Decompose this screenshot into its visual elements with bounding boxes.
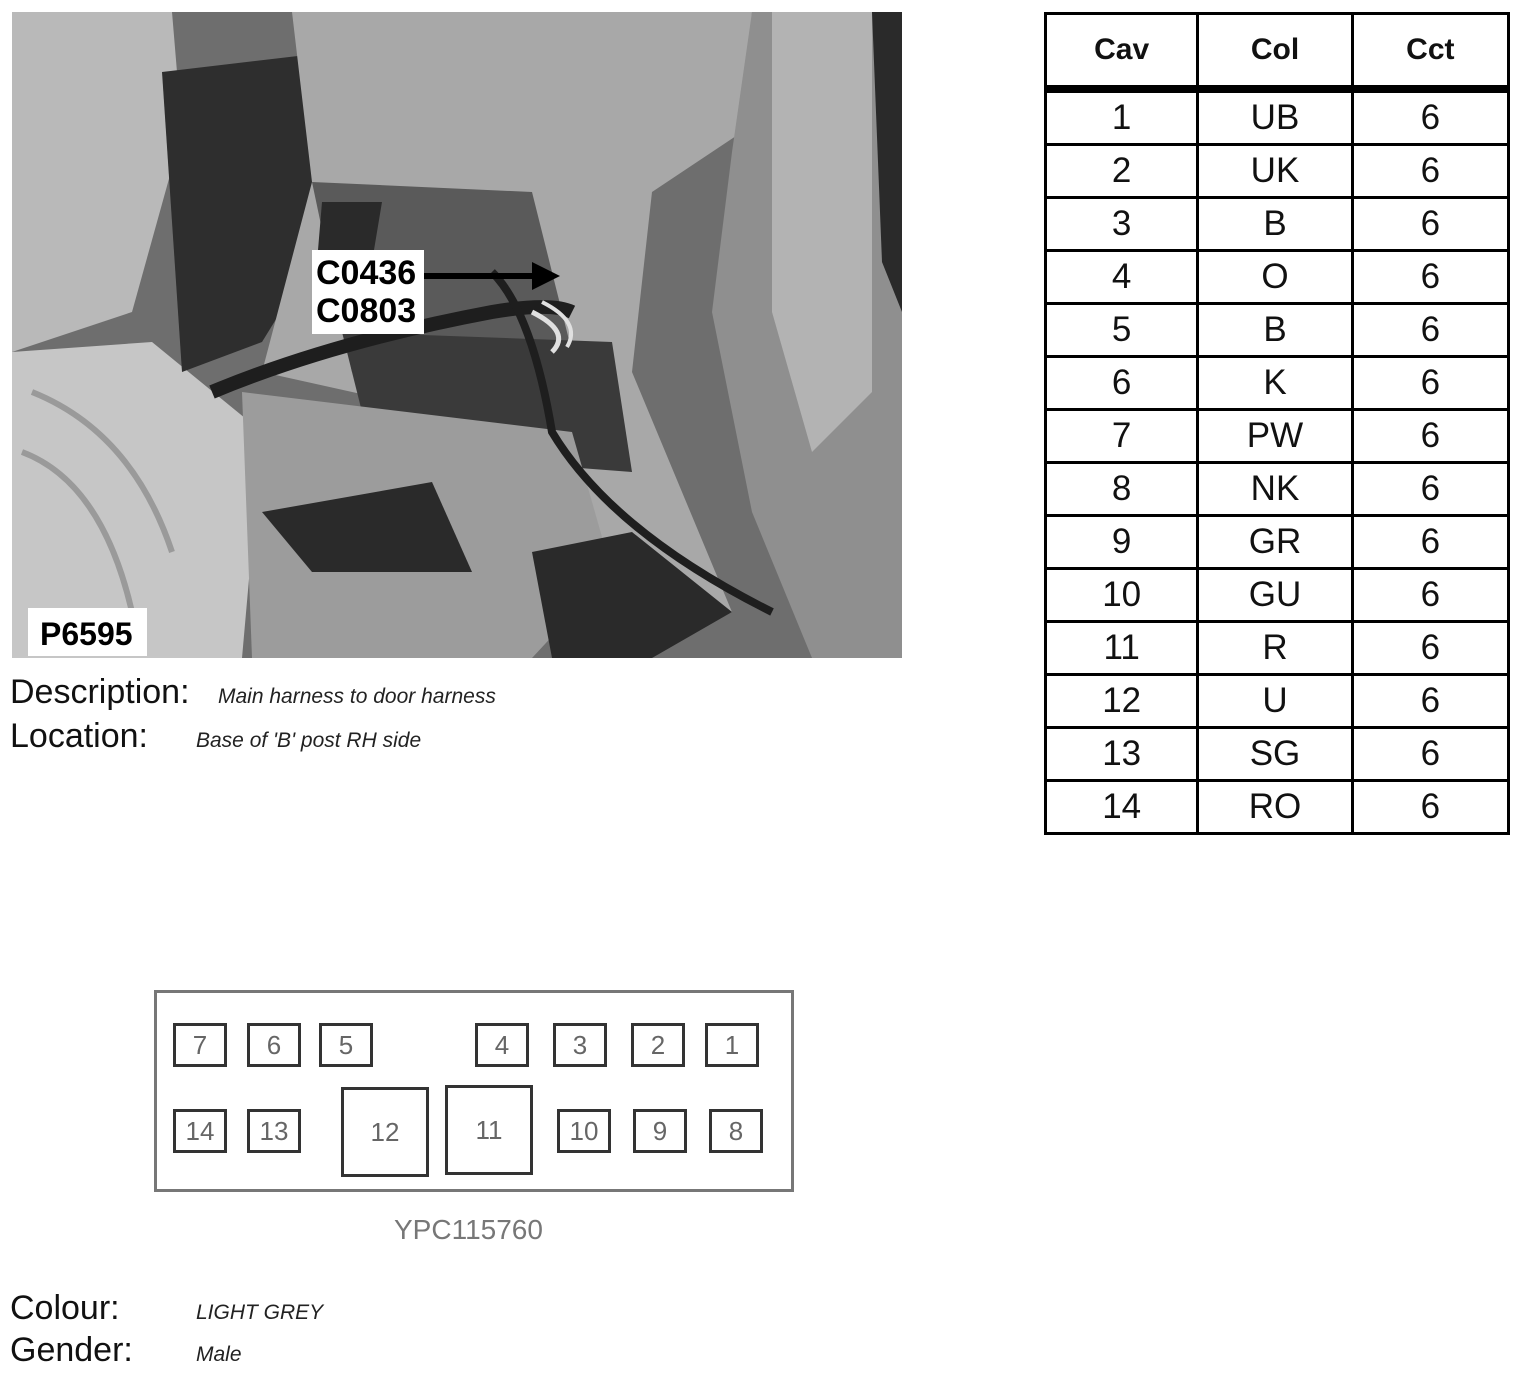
header-cct: Cct xyxy=(1352,14,1508,90)
cavity-7: 7 xyxy=(173,1023,227,1067)
table-row xyxy=(1046,304,1509,357)
table-row xyxy=(1046,198,1509,251)
callout-code-2: C0803 xyxy=(316,292,417,330)
cavity-10: 10 xyxy=(557,1109,611,1153)
cell-cav: 5 xyxy=(1046,304,1198,357)
table-row xyxy=(1046,516,1509,569)
cell-col: U xyxy=(1198,675,1352,728)
gender-value: Male xyxy=(196,1343,242,1366)
photo-illustration xyxy=(12,12,902,658)
cell-cav: 3 xyxy=(1046,198,1198,251)
cavity-14: 14 xyxy=(173,1109,227,1153)
table-row xyxy=(1046,622,1509,675)
cavity-11: 11 xyxy=(445,1085,533,1175)
table-row xyxy=(1046,675,1509,728)
cell-cct: 6 xyxy=(1352,516,1508,569)
cell-col: UB xyxy=(1198,89,1352,145)
cell-cct: 6 xyxy=(1352,198,1508,251)
cell-cav: 13 xyxy=(1046,728,1198,781)
cell-cav: 11 xyxy=(1046,622,1198,675)
table-row xyxy=(1046,569,1509,622)
cell-col: O xyxy=(1198,251,1352,304)
table-row xyxy=(1046,89,1509,145)
cavity-6: 6 xyxy=(247,1023,301,1067)
cell-col: B xyxy=(1198,304,1352,357)
cell-col: K xyxy=(1198,357,1352,410)
cavity-12: 12 xyxy=(341,1087,429,1177)
cell-col: SG xyxy=(1198,728,1352,781)
pinout-table xyxy=(1044,12,1510,835)
cell-cct: 6 xyxy=(1352,463,1508,516)
cell-cav: 12 xyxy=(1046,675,1198,728)
cell-col: NK xyxy=(1198,463,1352,516)
cell-cav: 7 xyxy=(1046,410,1198,463)
cavity-13: 13 xyxy=(247,1109,301,1153)
photo-id: P6595 xyxy=(28,608,147,656)
cell-col: PW xyxy=(1198,410,1352,463)
cell-cav: 2 xyxy=(1046,145,1198,198)
cell-cct: 6 xyxy=(1352,622,1508,675)
cell-cav: 1 xyxy=(1046,89,1198,145)
table-row xyxy=(1046,728,1509,781)
table-row xyxy=(1046,251,1509,304)
part-number: YPC115760 xyxy=(394,1214,543,1245)
cell-cav: 8 xyxy=(1046,463,1198,516)
cell-cct: 6 xyxy=(1352,251,1508,304)
cell-cav: 6 xyxy=(1046,357,1198,410)
description-value: Main harness to door harness xyxy=(218,685,496,708)
connector-location-photo xyxy=(12,12,902,658)
cell-col: R xyxy=(1198,622,1352,675)
table-body xyxy=(1046,89,1509,834)
cell-cct: 6 xyxy=(1352,304,1508,357)
connector-face-diagram xyxy=(154,990,794,1192)
cavity-8: 8 xyxy=(709,1109,763,1153)
cell-col: GR xyxy=(1198,516,1352,569)
description-label: Description: xyxy=(10,673,190,711)
gender-label: Gender: xyxy=(10,1331,133,1369)
cell-cct: 6 xyxy=(1352,410,1508,463)
table-row xyxy=(1046,357,1509,410)
cavity-9: 9 xyxy=(633,1109,687,1153)
cell-cct: 6 xyxy=(1352,569,1508,622)
cavity-1: 1 xyxy=(705,1023,759,1067)
cavity-3: 3 xyxy=(553,1023,607,1067)
cell-col: B xyxy=(1198,198,1352,251)
table-row xyxy=(1046,781,1509,834)
cell-cct: 6 xyxy=(1352,89,1508,145)
cell-cav: 10 xyxy=(1046,569,1198,622)
colour-label: Colour: xyxy=(10,1289,120,1327)
cell-cct: 6 xyxy=(1352,728,1508,781)
cell-col: RO xyxy=(1198,781,1352,834)
cell-cct: 6 xyxy=(1352,781,1508,834)
location-value: Base of 'B' post RH side xyxy=(196,729,422,752)
table-row xyxy=(1046,463,1509,516)
connector-callout xyxy=(312,250,424,334)
table-row xyxy=(1046,145,1509,198)
cell-cct: 6 xyxy=(1352,675,1508,728)
cell-col: GU xyxy=(1198,569,1352,622)
header-cav: Cav xyxy=(1046,14,1198,90)
cavity-4: 4 xyxy=(475,1023,529,1067)
callout-code-1: C0436 xyxy=(316,254,417,292)
cell-col: UK xyxy=(1198,145,1352,198)
cell-cct: 6 xyxy=(1352,145,1508,198)
cell-cav: 9 xyxy=(1046,516,1198,569)
header-col: Col xyxy=(1198,14,1352,90)
colour-value: LIGHT GREY xyxy=(196,1301,324,1324)
location-label: Location: xyxy=(10,717,148,755)
cavity-5: 5 xyxy=(319,1023,373,1067)
cavity-2: 2 xyxy=(631,1023,685,1067)
cell-cct: 6 xyxy=(1352,357,1508,410)
table-header-row xyxy=(1046,14,1509,90)
table-row xyxy=(1046,410,1509,463)
cell-cav: 4 xyxy=(1046,251,1198,304)
cell-cav: 14 xyxy=(1046,781,1198,834)
